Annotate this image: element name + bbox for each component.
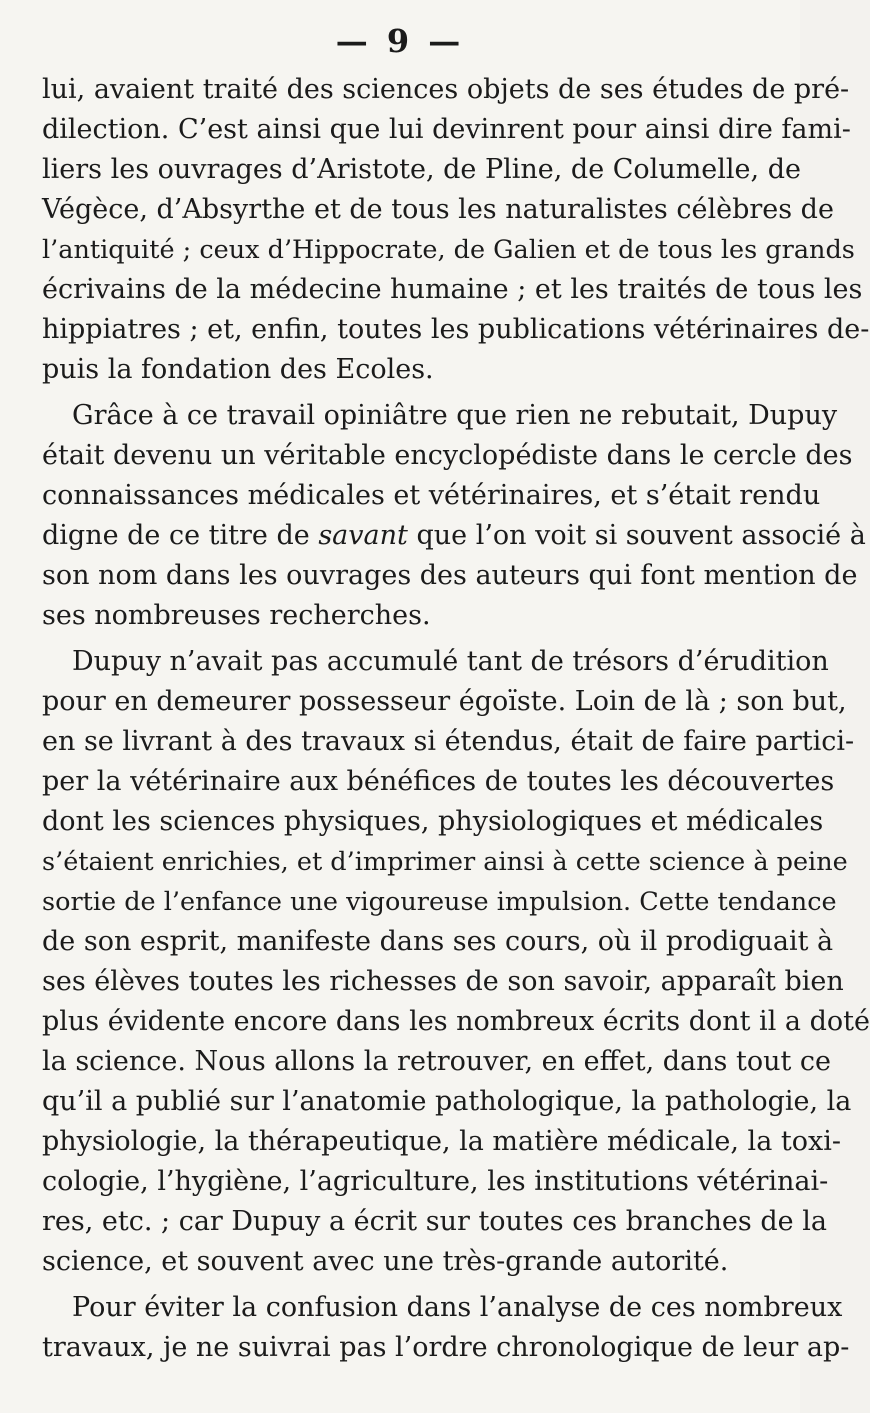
text-line: de son esprit, manifeste dans ses cours, où il prodiguait à xyxy=(42,926,834,957)
paragraph-4 xyxy=(42,1288,850,1368)
text-line: hippiatres ; et, enfin, toutes les publications vétérinaires de- xyxy=(42,314,870,345)
paragraph-1 xyxy=(42,70,870,390)
text-line: Dupuy n’avait pas accumulé tant de trésors d’érudition xyxy=(72,646,829,677)
text-line: s’étaient enrichies, et d’imprimer ainsi à cette science à peine xyxy=(42,847,848,877)
text-line: dilection. C’est ainsi que lui devinrent pour ainsi dire fami- xyxy=(42,114,851,145)
text-fragment: que l’on voit si souvent associé à xyxy=(407,520,866,551)
page-number: — 9 — xyxy=(335,22,465,60)
body-text xyxy=(42,70,870,1368)
text-line: dont les sciences physiques, physiologiques et médicales xyxy=(42,806,824,837)
text-line: ses nombreuses recherches. xyxy=(42,600,431,631)
text-line: liers les ouvrages d’Aristote, de Pline, de Columelle, de xyxy=(42,154,801,185)
text-line: puis la fondation des Ecoles. xyxy=(42,354,434,385)
paragraph-2 xyxy=(42,396,866,636)
text-line: plus évidente encore dans les nombreux écrits dont il a doté xyxy=(42,1006,870,1037)
text-line: était devenu un véritable encyclopédiste dans le cercle des xyxy=(42,440,853,471)
text-line: res, etc. ; car Dupuy a écrit sur toutes ces branches de la xyxy=(42,1206,827,1237)
text-line: science, et souvent avec une très-grande autorité. xyxy=(42,1246,729,1277)
text-line: per la vétérinaire aux bénéfices de toutes les découvertes xyxy=(42,766,835,797)
text-line: la science. Nous allons la retrouver, en effet, dans tout ce xyxy=(42,1046,831,1077)
italic-word: savant xyxy=(318,520,408,551)
text-line: en se livrant à des travaux si étendus, était de faire partici- xyxy=(42,726,855,757)
text-line: Végèce, d’Absyrthe et de tous les naturalistes célèbres de xyxy=(42,194,834,225)
text-line: Pour éviter la confusion dans l’analyse de ces nombreux xyxy=(72,1292,843,1323)
text-line: son nom dans les ouvrages des auteurs qui font mention de xyxy=(42,560,858,591)
text-line: qu’il a publié sur l’anatomie pathologique, la pathologie, la xyxy=(42,1086,852,1117)
paragraph-3 xyxy=(42,642,870,1282)
text-line: connaissances médicales et vétérinaires, et s’était rendu xyxy=(42,480,821,511)
text-line: écrivains de la médecine humaine ; et les traités de tous les xyxy=(42,274,863,305)
text-line: pour en demeurer possesseur égoïste. Loin de là ; son but, xyxy=(42,686,847,717)
text-line: cologie, l’hygiène, l’agriculture, les institutions vétérinai- xyxy=(42,1166,829,1197)
text-line: physiologie, la thérapeutique, la matière médicale, la toxi- xyxy=(42,1126,841,1157)
text-line-with-italic xyxy=(42,516,866,556)
text-line: Grâce à ce travail opiniâtre que rien ne rebutait, Dupuy xyxy=(72,400,838,431)
text-line: sortie de l’enfance une vigoureuse impulsion. Cette tendance xyxy=(42,887,837,917)
text-line: lui, avaient traité des sciences objets de ses études de pré- xyxy=(42,74,850,105)
text-fragment: digne de ce titre de xyxy=(42,520,319,551)
text-line: ses élèves toutes les richesses de son savoir, apparaît bien xyxy=(42,966,844,997)
text-line: l’antiquité ; ceux d’Hippocrate, de Galien et de tous les grands xyxy=(42,235,855,265)
text-line: travaux, je ne suivrai pas l’ordre chronologique de leur ap- xyxy=(42,1332,850,1363)
